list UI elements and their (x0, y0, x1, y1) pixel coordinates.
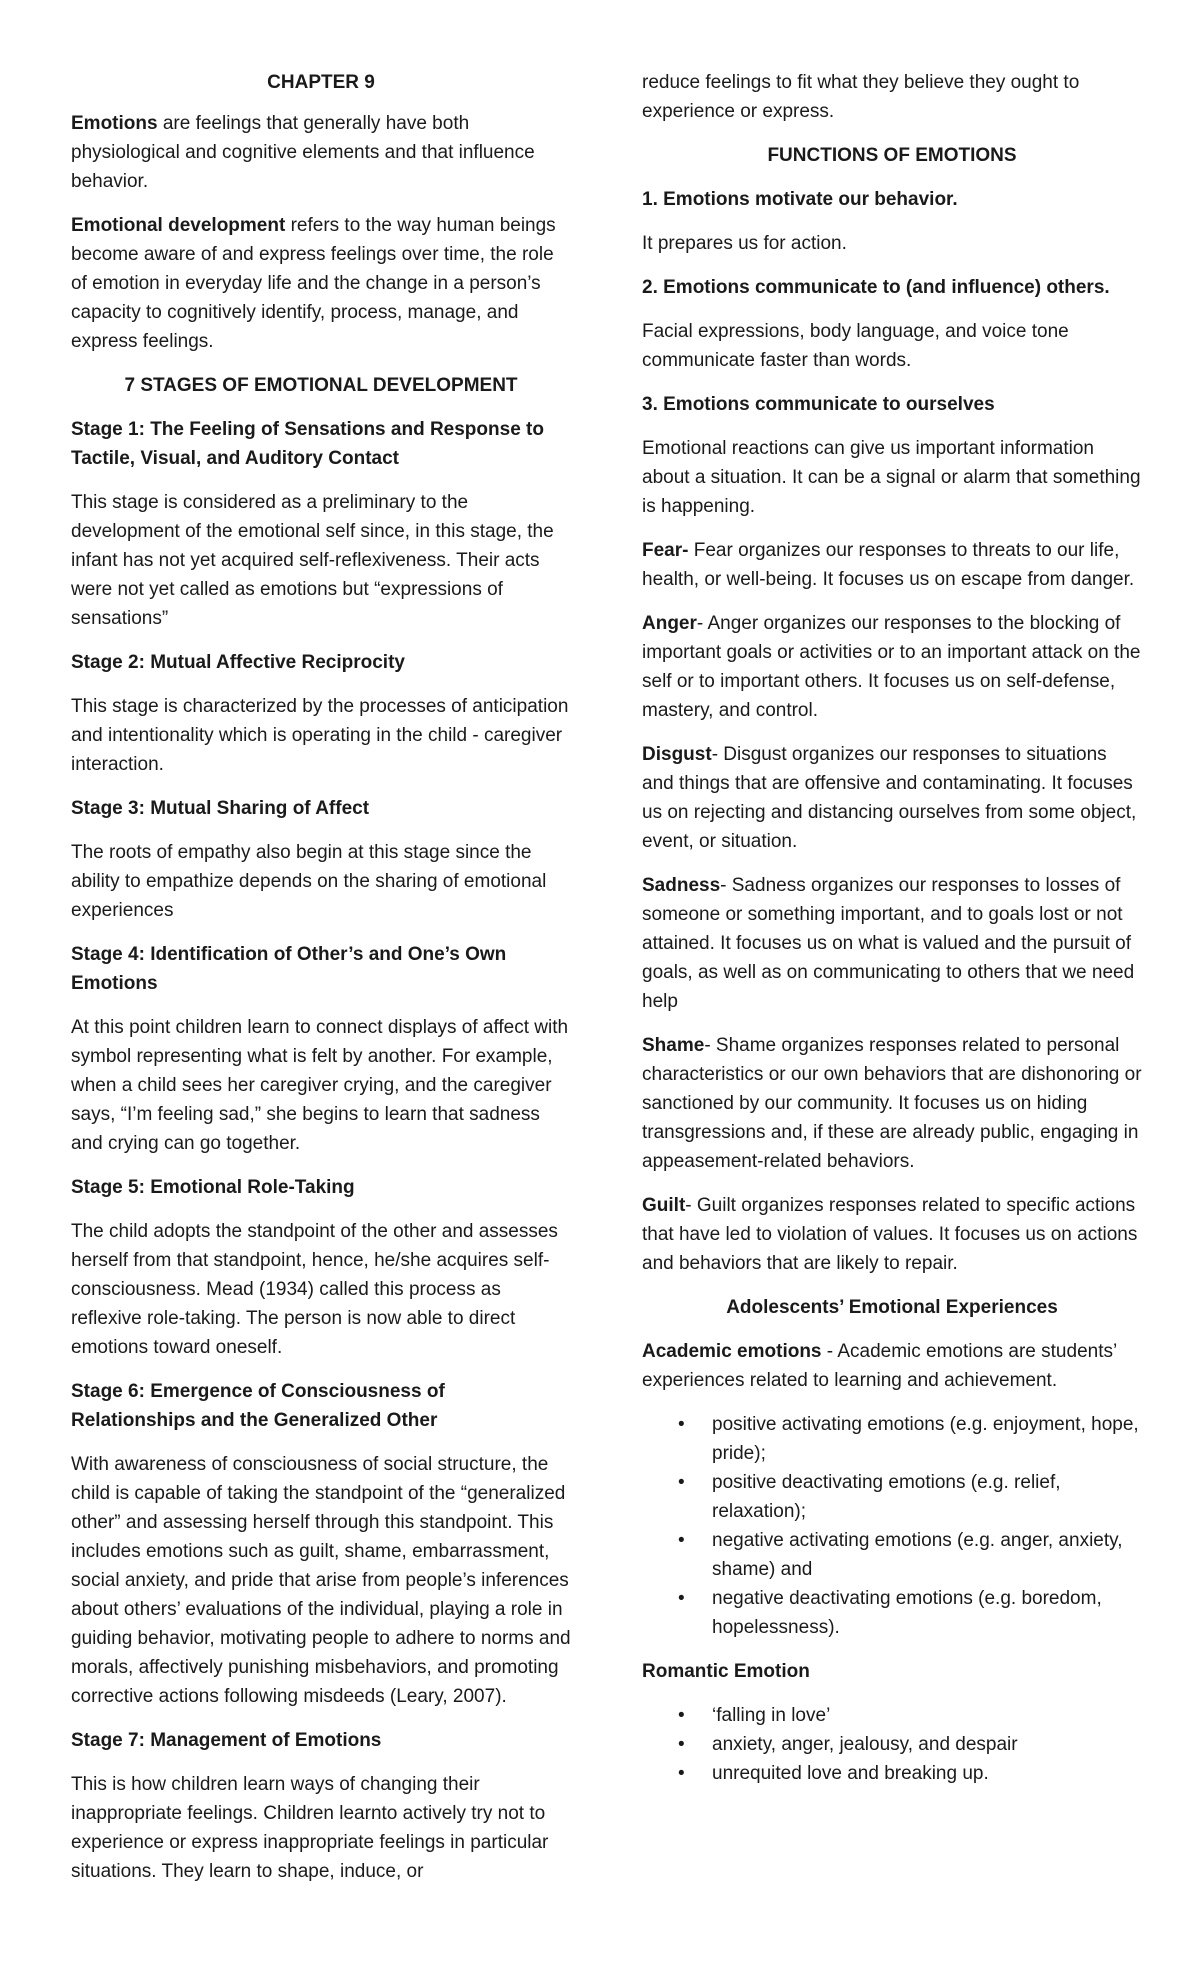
stage-2-text: This stage is characterized by the processes of anticipation and intentionality which is operating in the child - caregiver interaction. (71, 696, 569, 775)
emotions-def-text: are feelings that generally have both physiological and cognitive elements and that influence behavior. (71, 113, 535, 192)
emotion-text: - Shame organizes responses related to personal characteristics or our own behaviors that are dishonoring or sanctioned by our community. It focuses us on hiding transgressions and, if these are already public, engaging in appeasement-related behaviors. (642, 1035, 1142, 1172)
list-item (642, 1584, 1142, 1642)
academic-emotions-term: Academic emotions (642, 1341, 822, 1362)
emotional-development-definition (71, 211, 571, 356)
emotional-development-term: Emotional development (71, 215, 286, 236)
list-item-text: negative activating emotions (e.g. anger, anxiety, shame) and (712, 1530, 1123, 1580)
function-3-title: 3. Emotions communicate to ourselves (642, 394, 995, 415)
chapter-title: CHAPTER 9 (267, 72, 375, 93)
stage-3-title: Stage 3: Mutual Sharing of Affect (71, 798, 370, 819)
bullet-icon: • (678, 1530, 685, 1551)
emotion-disgust (642, 740, 1142, 856)
right-column (642, 68, 1142, 1803)
emotion-term: Disgust (642, 744, 712, 765)
bullet-icon: • (678, 1414, 685, 1435)
function-2-text: Facial expressions, body language, and voice tone communicate faster than words. (642, 321, 1069, 371)
list-item (642, 1730, 1142, 1759)
stage-7-text: This is how children learn ways of changing their inappropriate feelings. Children learnto actively try not to experience or express inappropriate feelings in particular situations. They learn to shape, induce, or (71, 1774, 549, 1882)
stage-1-text: This stage is considered as a preliminary to the development of the emotional self since, in this stage, the infant has not yet acquired self-reflexiveness. Their acts were not yet called as emotions but “expressions of sensations” (71, 492, 554, 629)
stage-7-title: Stage 7: Management of Emotions (71, 1730, 382, 1751)
emotion-text: - Guilt organizes responses related to specific actions that have led to violation of values. It focuses us on actions and behaviors that are likely to repair. (642, 1195, 1138, 1274)
stage-5-text: The child adopts the standpoint of the other and assesses herself from that standpoint, hence, he/she acquires self-consciousness. Mead (1934) called this process as reflexive role-taking. The person is now able to direct emotions toward oneself. (71, 1221, 558, 1358)
function-1-text: It prepares us for action. (642, 233, 847, 254)
emotion-text: Fear organizes our responses to threats to our life, health, or well-being. It focuses us on escape from danger. (642, 540, 1135, 590)
list-item (642, 1759, 1142, 1788)
stage-3-text: The roots of empathy also begin at this stage since the ability to empathize depends on the sharing of emotional experiences (71, 842, 547, 921)
emotion-shame (642, 1031, 1142, 1176)
academic-emotions-list (642, 1410, 1142, 1642)
list-item-text: anxiety, anger, jealousy, and despair (712, 1734, 1018, 1755)
academic-emotions-definition (642, 1337, 1142, 1395)
stages-heading: 7 STAGES OF EMOTIONAL DEVELOPMENT (124, 375, 518, 396)
academic-emotions-def-text: - Academic emotions are students’ experiences related to learning and achievement. (642, 1341, 1117, 1391)
bullet-icon: • (678, 1763, 685, 1784)
bullet-icon: • (678, 1734, 685, 1755)
stage-4-title: Stage 4: Identification of Other’s and One’s Own Emotions (71, 944, 507, 994)
emotion-term: Sadness (642, 875, 721, 896)
emotional-development-def-text: refers to the way human beings become aware of and express feelings over time, the role of emotion in everyday life and the change in a person’s capacity to cognitively identify, process, manage, and express feelings. (71, 215, 556, 352)
emotion-term: Guilt (642, 1195, 686, 1216)
list-item-text: positive deactivating emotions (e.g. relief, relaxation); (712, 1472, 1061, 1522)
emotion-term: Shame (642, 1035, 705, 1056)
romantic-emotion-heading: Romantic Emotion (642, 1661, 810, 1682)
functions-heading: FUNCTIONS OF EMOTIONS (767, 145, 1017, 166)
emotion-anger (642, 609, 1142, 725)
stage-5-title: Stage 5: Emotional Role-Taking (71, 1177, 355, 1198)
bullet-icon: • (678, 1588, 685, 1609)
emotion-text: - Disgust organizes our responses to situations and things that are offensive and contaminating. It focuses us on rejecting and distancing ourselves from some object, event, or situation. (642, 744, 1137, 852)
function-2-title: 2. Emotions communicate to (and influence) others. (642, 277, 1110, 298)
emotion-fear (642, 536, 1142, 594)
list-item (642, 1468, 1142, 1526)
bullet-icon: • (678, 1705, 685, 1726)
romantic-emotion-list (642, 1701, 1142, 1788)
function-1-title: 1. Emotions motivate our behavior. (642, 189, 958, 210)
adolescent-heading: Adolescents’ Emotional Experiences (726, 1297, 1058, 1318)
list-item-text: ‘falling in love’ (712, 1705, 831, 1726)
list-item (642, 1701, 1142, 1730)
emotions-term: Emotions (71, 113, 158, 134)
emotion-term: Fear- (642, 540, 689, 561)
list-item (642, 1410, 1142, 1468)
function-3-text: Emotional reactions can give us important information about a situation. It can be a signal or alarm that something is happening. (642, 438, 1141, 517)
emotion-term: Anger (642, 613, 697, 634)
list-item-text: positive activating emotions (e.g. enjoyment, hope, pride); (712, 1414, 1139, 1464)
left-column (71, 68, 571, 1901)
emotion-sadness (642, 871, 1142, 1016)
stage-6-title: Stage 6: Emergence of Consciousness of Relationships and the Generalized Other (71, 1381, 445, 1431)
list-item-text: negative deactivating emotions (e.g. boredom, hopelessness). (712, 1588, 1102, 1638)
emotions-definition (71, 109, 571, 196)
list-item (642, 1526, 1142, 1584)
list-item-text: unrequited love and breaking up. (712, 1763, 989, 1784)
emotion-text: - Sadness organizes our responses to losses of someone or something important, and to goals lost or not attained. It focuses us on what is valued and the pursuit of goals, as well as on communicating to others that we need help (642, 875, 1135, 1012)
stage-1-title: Stage 1: The Feeling of Sensations and Response to Tactile, Visual, and Auditory Contact (71, 419, 544, 469)
stage-2-title: Stage 2: Mutual Affective Reciprocity (71, 652, 405, 673)
emotion-text: - Anger organizes our responses to the blocking of important goals or activities or to an important attack on the self or to important others. It focuses us on self-defense, mastery, and control. (642, 613, 1141, 721)
stage-7-continuation: reduce feelings to fit what they believe they ought to experience or express. (642, 72, 1080, 122)
stage-4-text: At this point children learn to connect displays of affect with symbol representing what is felt by another. For example, when a child sees her caregiver crying, and the caregiver says, “I’m feeling sad,” she begins to learn that sadness and crying can go together. (71, 1017, 569, 1154)
bullet-icon: • (678, 1472, 685, 1493)
stage-6-text: With awareness of consciousness of social structure, the child is capable of taking the standpoint of the “generalized other” and assessing herself through this standpoint. This includes emotions such as guilt, shame, embarrassment, social anxiety, and pride that arise from people’s inferences about others’ evaluations of the individual, playing a role in guiding behavior, motivating people to adhere to norms and morals, affectively punishing misbehaviors, and promoting corrective actions following misdeeds (Leary, 2007). (71, 1454, 571, 1707)
emotion-guilt (642, 1191, 1142, 1278)
